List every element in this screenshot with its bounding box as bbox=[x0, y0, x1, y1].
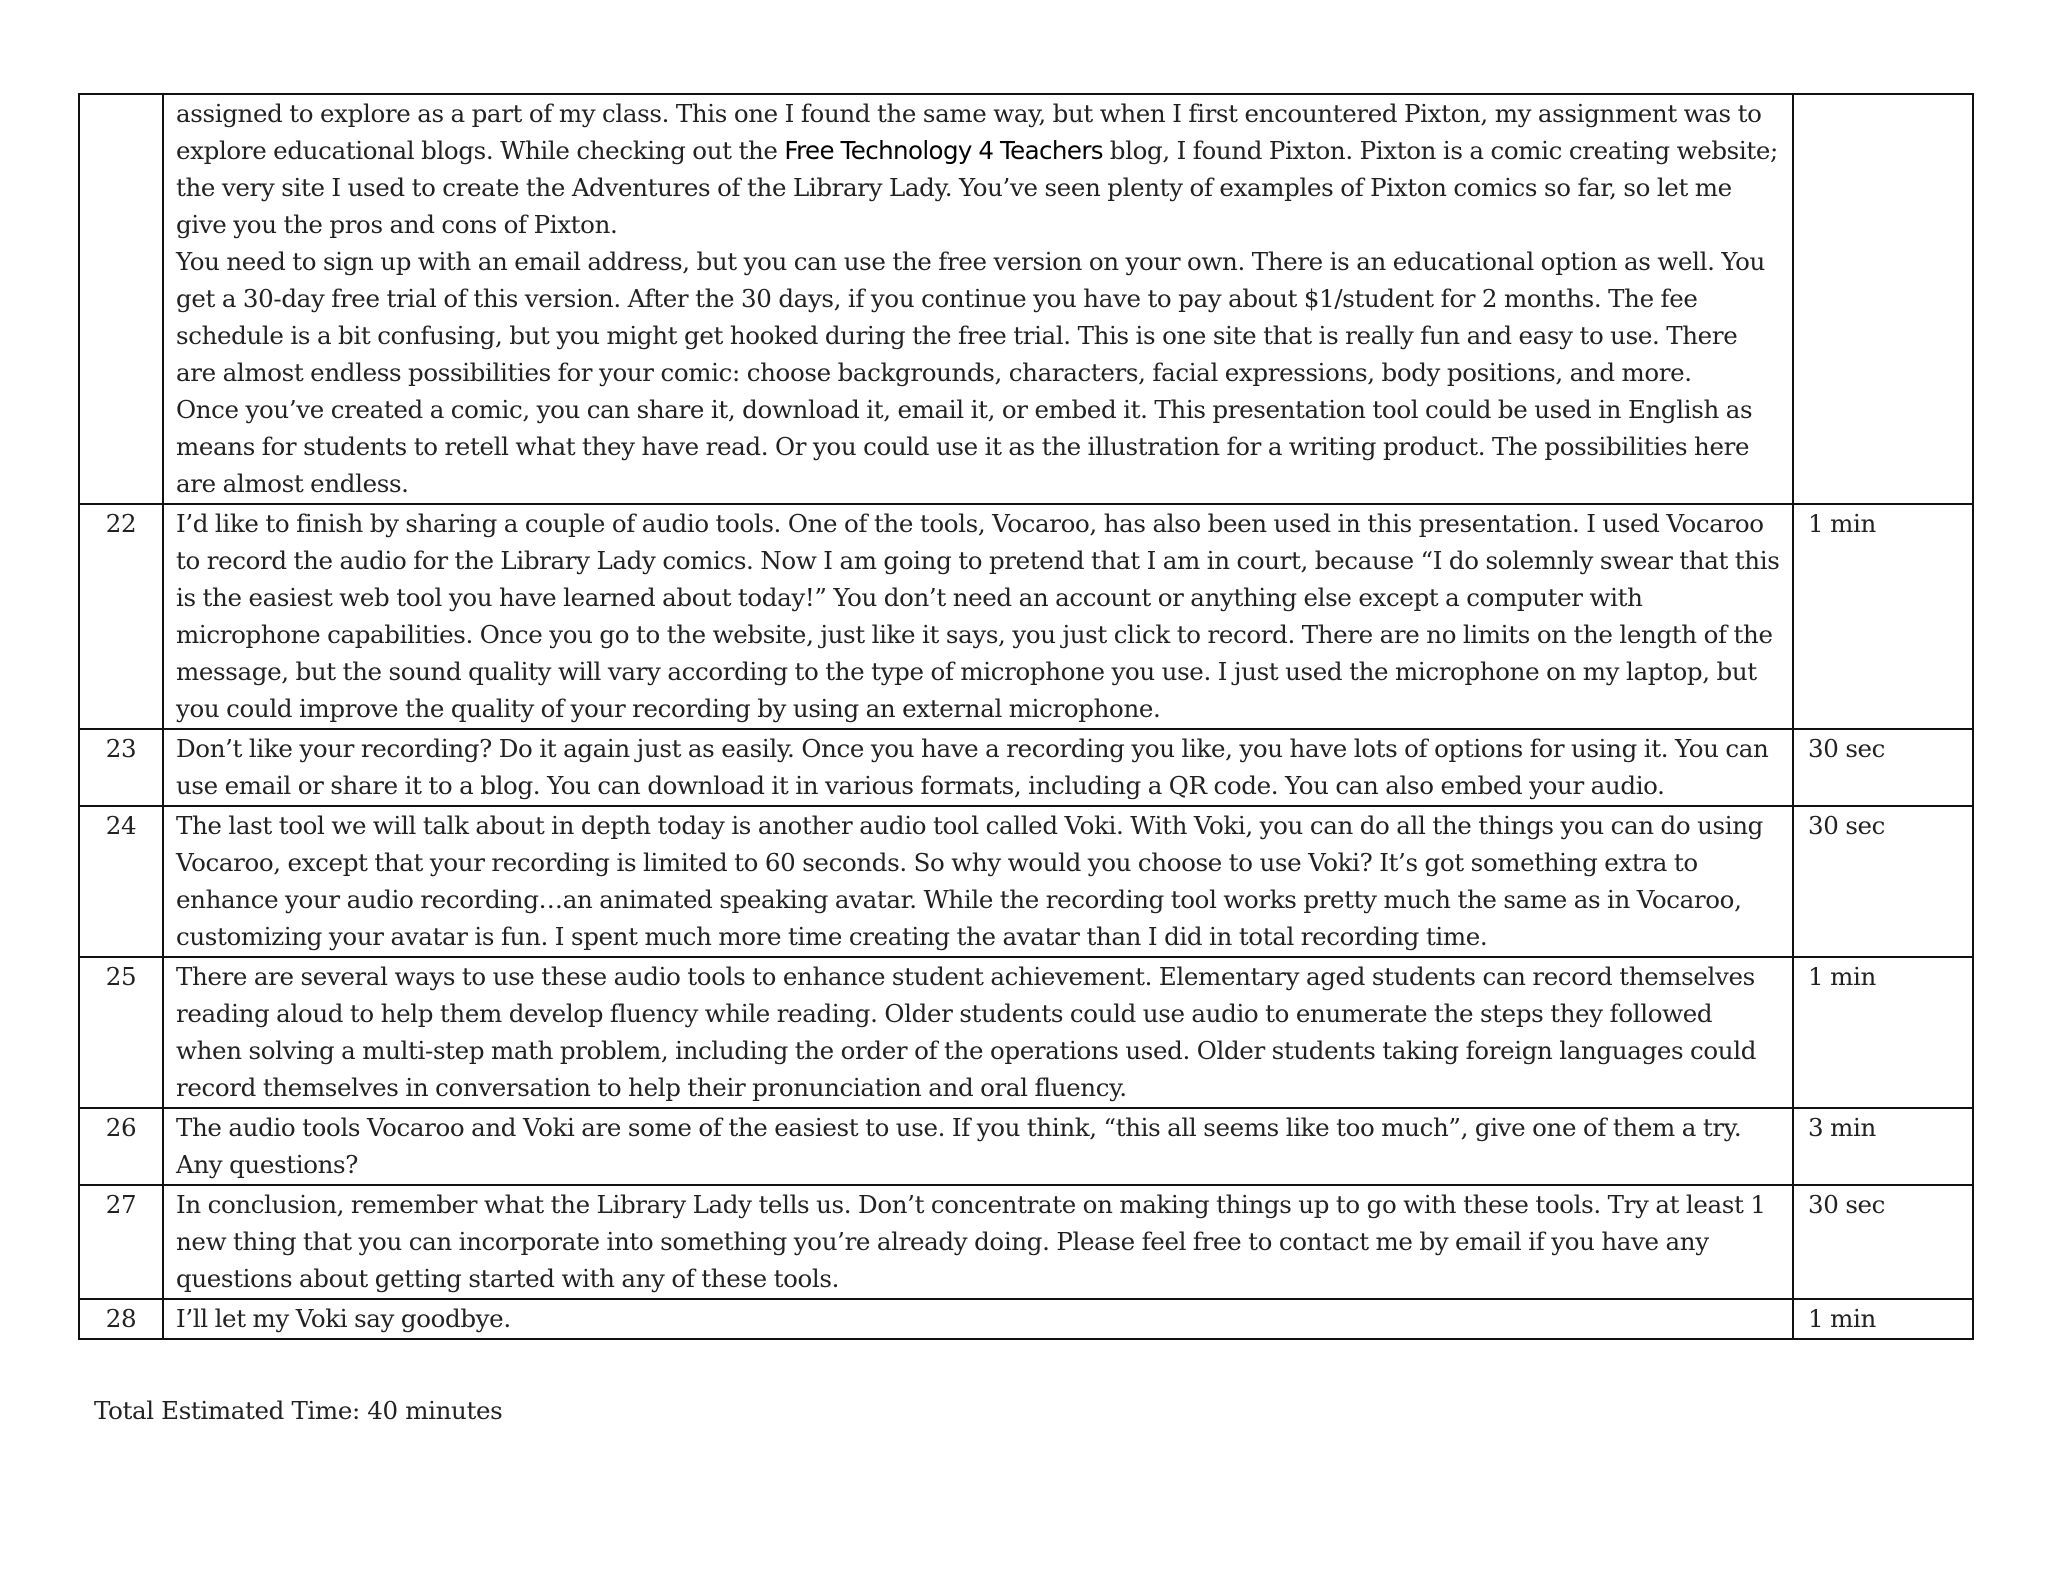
script-text: I’ll let my Voki say goodbye. bbox=[163, 1299, 1793, 1339]
total-estimated-time: Total Estimated Time: 40 minutes bbox=[94, 1396, 503, 1425]
script-text bbox=[163, 94, 1793, 504]
slide-number: 27 bbox=[79, 1185, 163, 1299]
table-row bbox=[79, 1185, 1973, 1299]
script-text: There are several ways to use these audio tools to enhance student achievement. Elementary aged students can record themselves reading aloud to help them develop fluency while reading. Older students could use audio to enumerate the steps they followed when solving a multi-step math problem, including the order of the operations used. Older students taking foreign languages could record themselves in conversation to help their pronunciation and oral fluency. bbox=[163, 957, 1793, 1108]
blog-title: Free Technology 4 Teachers bbox=[784, 136, 1103, 165]
table-row bbox=[79, 94, 1973, 504]
script-paragraph: assigned to explore as a part of my class. This one I found the same way, but when I first encountered Pixton, my assignment was to explore educational blogs. While checking out the Free Technology 4 Teachers blog, I found Pixton. Pixton is a comic creating website; the very site I used to create the Adventures of the Library Lady. You’ve seen plenty of examples of Pixton comics so far, so let me give you the pros and cons of Pixton. bbox=[176, 99, 1778, 239]
script-text: I’d like to finish by sharing a couple of audio tools. One of the tools, Vocaroo, has also been used in this presentation. I used Vocaroo to record the audio for the Library Lady comics. Now I am going to pretend that I am in court, because “I do solemnly swear that this is the easiest web tool you have learned about today!” You don’t need an account or anything else except a computer with microphone capabilities. Once you go to the website, just like it says, you just click to record. There are no limits on the length of the message, but the sound quality will vary according to the type of microphone you use. I just used the microphone on my laptop, but you could improve the quality of your recording by using an external microphone. bbox=[163, 504, 1793, 729]
slide-number: 22 bbox=[79, 504, 163, 729]
table-row bbox=[79, 957, 1973, 1108]
estimated-time bbox=[1793, 94, 1973, 504]
estimated-time: 30 sec bbox=[1793, 1185, 1973, 1299]
table-row bbox=[79, 1108, 1973, 1185]
estimated-time: 30 sec bbox=[1793, 729, 1973, 806]
table-row bbox=[79, 504, 1973, 729]
slide-number: 25 bbox=[79, 957, 163, 1108]
script-text: The last tool we will talk about in depth today is another audio tool called Voki. With Voki, you can do all the things you can do using Vocaroo, except that your recording is limited to 60 seconds. So why would you choose to use Voki? It’s got something extra to enhance your audio recording…an animated speaking avatar. While the recording tool works pretty much the same as in Vocaroo, customizing your avatar is fun. I spent much more time creating the avatar than I did in total recording time. bbox=[163, 806, 1793, 957]
slide-number: 24 bbox=[79, 806, 163, 957]
script-table bbox=[78, 93, 1974, 1340]
script-text: Don’t like your recording? Do it again just as easily. Once you have a recording you like, you have lots of options for using it. You can use email or share it to a blog. You can download it in various formats, including a QR code. You can also embed your audio. bbox=[163, 729, 1793, 806]
script-text: In conclusion, remember what the Library Lady tells us. Don’t concentrate on making things up to go with these tools. Try at least 1 new thing that you can incorporate into something you’re already doing. Please feel free to contact me by email if you have any questions about getting started with any of these tools. bbox=[163, 1185, 1793, 1299]
script-paragraph: You need to sign up with an email address, but you can use the free version on your own. There is an educational option as well. You get a 30-day free trial of this version. After the 30 days, if you continue you have to pay about $1/student for 2 months. The fee schedule is a bit confusing, but you might get hooked during the free trial. This is one site that is really fun and easy to use. There are almost endless possibilities for your comic: choose backgrounds, characters, facial expressions, body positions, and more. bbox=[176, 247, 1765, 387]
estimated-time: 1 min bbox=[1793, 957, 1973, 1108]
slide-number: 26 bbox=[79, 1108, 163, 1185]
slide-number bbox=[79, 94, 163, 504]
table-row bbox=[79, 1299, 1973, 1339]
estimated-time: 1 min bbox=[1793, 504, 1973, 729]
estimated-time: 1 min bbox=[1793, 1299, 1973, 1339]
script-paragraph: Once you’ve created a comic, you can share it, download it, email it, or embed it. This presentation tool could be used in English as means for students to retell what they have read. Or you could use it as the illustration for a writing product. The possibilities here are almost endless. bbox=[176, 395, 1753, 498]
estimated-time: 30 sec bbox=[1793, 806, 1973, 957]
slide-number: 23 bbox=[79, 729, 163, 806]
script-text: The audio tools Vocaroo and Voki are some of the easiest to use. If you think, “this all seems like too much”, give one of them a try. Any questions? bbox=[163, 1108, 1793, 1185]
table-row bbox=[79, 729, 1973, 806]
estimated-time: 3 min bbox=[1793, 1108, 1973, 1185]
table-row bbox=[79, 806, 1973, 957]
slide-number: 28 bbox=[79, 1299, 163, 1339]
